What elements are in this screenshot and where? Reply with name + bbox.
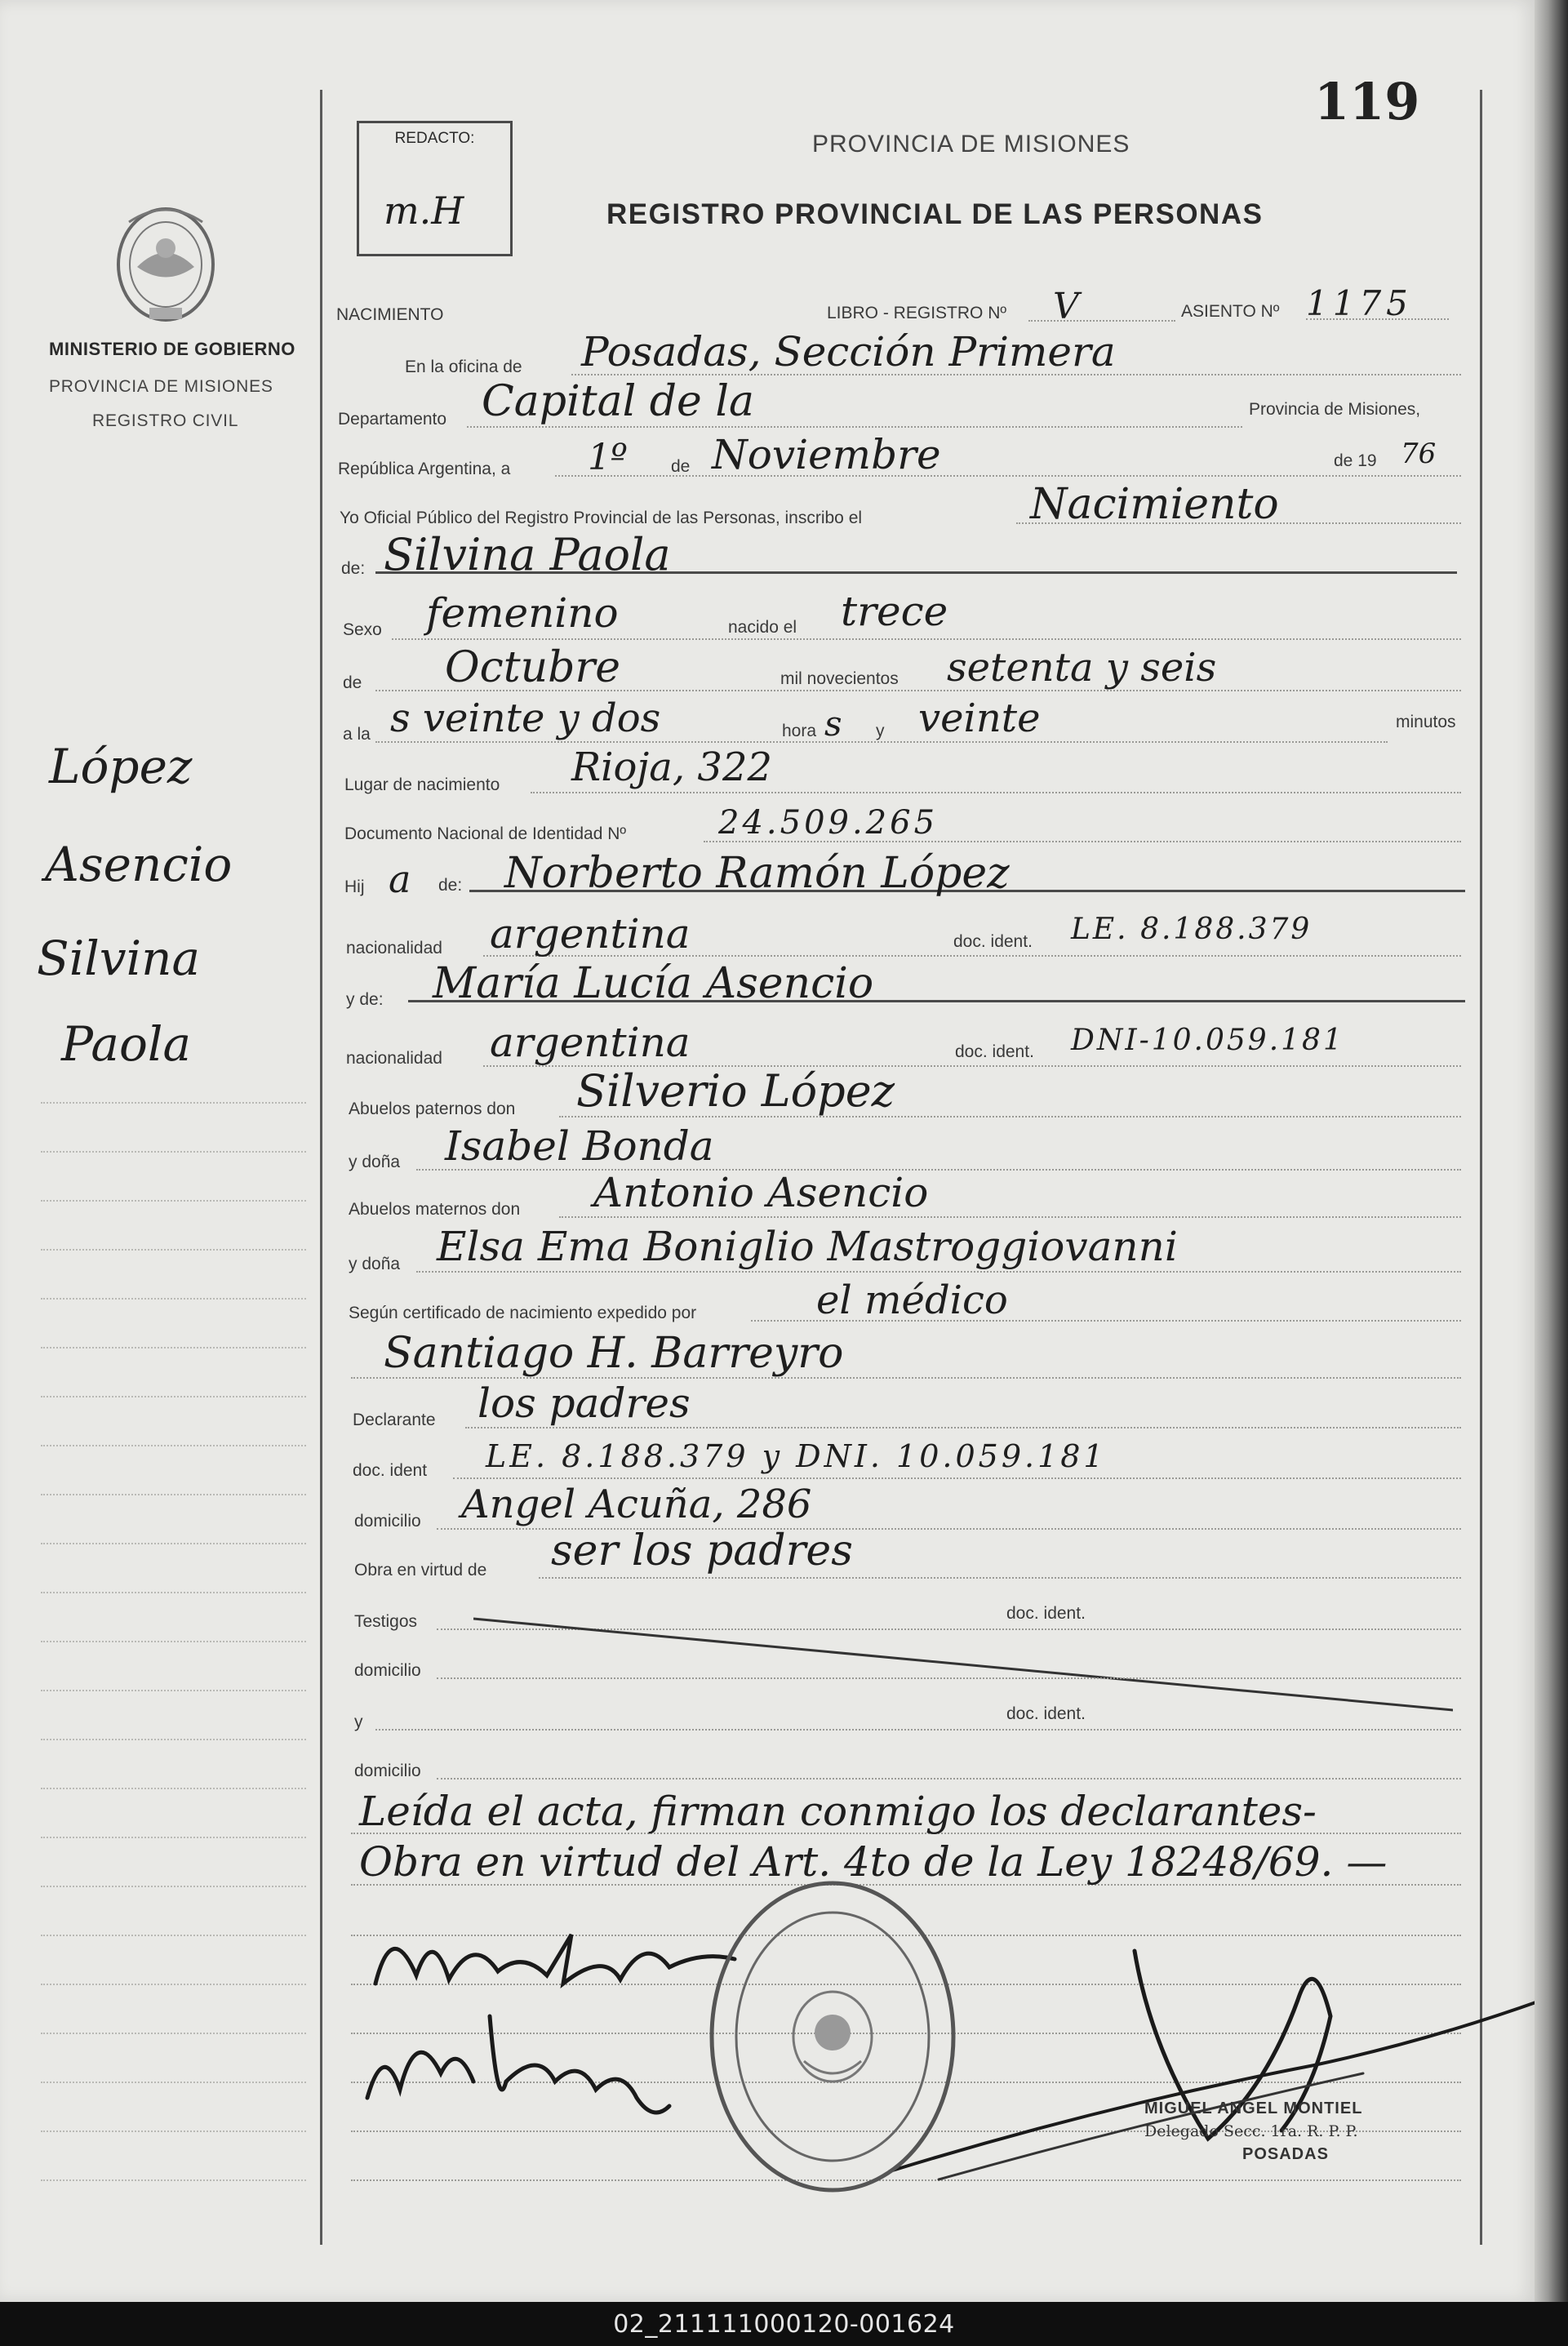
abm-label: Abuelos maternos don [349, 1200, 521, 1219]
provincia-label: Provincia de Misiones, [1249, 400, 1421, 419]
image-caption-bar [0, 2302, 1568, 2346]
stamp-line-2: Delegado Secc. 1ra. R. P. P. [1144, 2122, 1358, 2140]
dni-value: 24.509.265 [718, 804, 939, 842]
nota-line-2: Obra en virtud del Art. 4to de la Ley 18248/69. — [359, 1838, 1388, 1886]
mes-value: Noviembre [712, 431, 941, 478]
horas-label: hora [782, 722, 817, 740]
redacto-box [357, 121, 513, 256]
oficina-value: Posadas, Sección Primera [581, 328, 1116, 375]
margin-name-4: Paola [61, 1016, 192, 1072]
oficial-label: Yo Oficial Público del Registro Provincial de las Personas, inscribo el [340, 509, 863, 527]
domicilio3-label: domicilio [354, 1762, 421, 1780]
redacto-label: REDACTO: [394, 130, 475, 147]
docid2-label: doc. ident. [955, 1042, 1034, 1061]
hora-value: s veinte y dos [390, 695, 661, 741]
testigos-strike-line [473, 1612, 1453, 1718]
horas-suffix: s [824, 704, 842, 744]
docid3-label: doc. ident [353, 1461, 428, 1480]
stamp-line-1: MIGUEL ANGEL MONTIEL [1144, 2099, 1363, 2117]
doña2-value: Elsa Ema Boniglio Mastroggiovanni [437, 1223, 1178, 1270]
right-column-rule [1480, 90, 1482, 2245]
docid4-label: doc. ident. [1006, 1604, 1086, 1623]
stamp-line-3: POSADAS [1242, 2145, 1329, 2163]
abp-value: Silverio López [576, 1065, 895, 1117]
de-nombre-label: de: [341, 559, 366, 578]
left-ministry: MINISTERIO DE GOBIERNO [49, 339, 295, 359]
madre-value: María Lucía Asencio [433, 959, 874, 1008]
left-province: PROVINCIA DE MISIONES [49, 377, 273, 396]
lugar-value: Rioja, 322 [571, 744, 773, 790]
nacido-label: nacido el [728, 618, 797, 637]
nac1-value: argentina [490, 910, 691, 958]
docid5-label: doc. ident. [1006, 1704, 1086, 1723]
libro-value: V [1053, 286, 1079, 327]
asiento-value: 1175 [1306, 283, 1413, 323]
de2-label: de [343, 673, 362, 692]
testigos-label: Testigos [354, 1612, 418, 1631]
minutos-value: veinte [918, 695, 1041, 741]
minutos-label: minutos [1396, 713, 1456, 731]
y-label: y [876, 722, 885, 740]
dni-label: Documento Nacional de Identidad Nº [344, 824, 627, 843]
signature-mother [351, 1992, 694, 2131]
doña1-label: y doña [349, 1153, 401, 1171]
nombre-value: Silvina Paola [384, 529, 671, 580]
left-registry: REGISTRO CIVIL [92, 411, 239, 430]
margin-name-1: López [49, 739, 193, 794]
hij-label: Hij [344, 878, 365, 896]
nac2-value: argentina [490, 1019, 691, 1066]
redacto-value: m.H [384, 189, 464, 233]
departamento-value: Capital de la [482, 377, 754, 426]
docid1-value: LE. 8.188.379 [1071, 913, 1313, 946]
alas-label: a la [343, 725, 371, 744]
cert-value: el médico [816, 1277, 1008, 1323]
margin-name-2: Asencio [45, 837, 233, 892]
padre-value: Norberto Ramón López [504, 849, 1010, 898]
anio-value: 76 [1401, 438, 1437, 470]
abp-label: Abuelos paternos don [349, 1100, 516, 1118]
obra-value: ser los padres [551, 1526, 853, 1575]
docid3-value: LE. 8.188.379 y DNI. 10.059.181 [486, 1438, 1107, 1474]
nacimiento-label: NACIMIENTO [336, 305, 444, 324]
nac1-label: nacionalidad [346, 939, 442, 958]
docid2-value: DNI-10.059.181 [1071, 1024, 1344, 1057]
asiento-label: ASIENTO Nº [1181, 302, 1280, 321]
domicilio1-value: Angel Acuña, 286 [461, 1482, 812, 1527]
margin-name-3: Silvina [37, 931, 201, 986]
nac2-label: nacionalidad [346, 1049, 442, 1068]
dia-value: 1º [588, 437, 628, 478]
image-code: 02_211111000120-001624 [613, 2310, 955, 2339]
province-emblem-icon [104, 189, 227, 328]
oficina-label: En la oficina de [405, 358, 522, 376]
cert-label: Según certificado de nacimiento expedido por [349, 1304, 697, 1322]
departamento-label: Departamento [338, 410, 447, 429]
nacido-value: trece [841, 588, 948, 635]
republica-label: República Argentina, a [338, 460, 511, 478]
obra-label: Obra en virtud de [354, 1561, 487, 1580]
declarante-value: los padres [478, 1380, 691, 1427]
left-column-rule [320, 90, 322, 2245]
sexo-label: Sexo [343, 620, 382, 639]
libro-label: LIBRO - REGISTRO Nº [827, 304, 1007, 322]
mil-label: mil novecientos [780, 669, 899, 688]
hij-suffix: a [389, 857, 411, 901]
header-registry: REGISTRO PROVINCIAL DE LAS PERSONAS [606, 198, 1264, 230]
header-province: PROVINCIA DE MISIONES [812, 131, 1130, 158]
nota-line-1: Leída el acta, firman conmigo los declarantes- [359, 1788, 1317, 1835]
hij-de-label: de: [438, 876, 463, 895]
page-edge [1535, 0, 1568, 2302]
mes-nac-value: Octubre [445, 643, 621, 692]
de-label: de [671, 457, 691, 476]
y2-label: y [354, 1713, 363, 1731]
y-de-label: y de: [346, 990, 384, 1009]
domicilio1-label: domicilio [354, 1512, 421, 1531]
sexo-value: femenino [426, 589, 619, 637]
anio-nac-value: setenta y seis [947, 645, 1217, 691]
declarante-label: Declarante [353, 1411, 436, 1429]
official-seal-icon [702, 1873, 963, 2200]
oficial-value: Nacimiento [1030, 480, 1279, 529]
doña1-value: Isabel Bonda [445, 1122, 714, 1170]
anio-label: de 19 [1334, 451, 1377, 470]
medico-value: Santiago H. Barreyro [384, 1329, 844, 1378]
docid1-label: doc. ident. [953, 932, 1033, 951]
lugar-label: Lugar de nacimiento [344, 775, 500, 794]
page-number: 119 [1314, 72, 1420, 131]
abm-value: Antonio Asencio [593, 1169, 929, 1216]
doña2-label: y doña [349, 1255, 401, 1273]
domicilio2-label: domicilio [354, 1661, 421, 1680]
